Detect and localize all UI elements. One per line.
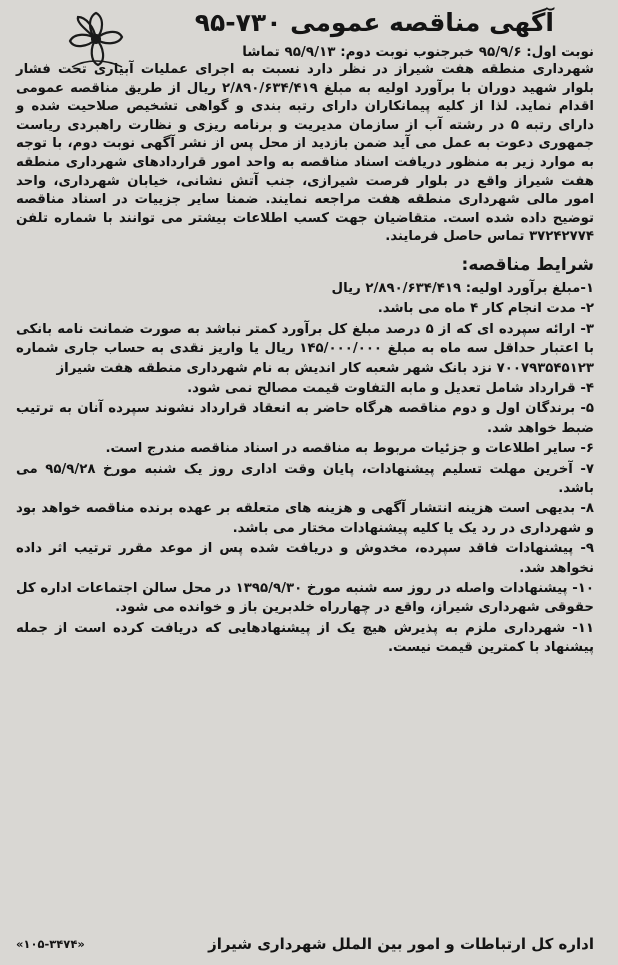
- condition-item: ۳- ارائه سپرده ای که از ۵ درصد مبلغ کل برآورد کمتر نباشد به صورت ضمانت نامه بانکی با اعتبار حداقل سه ماه به مبلغ ۱۴۵/۰۰۰/۰۰۰ ریال یا واریز نقدی به حساب جاری شماره ۷۰۰۷۹۳۵۴۵۱۲۳ نزد بانک شهر شعبه کار اندیش به نام شهرداری منطقه هفت شیراز: [16, 321, 594, 376]
- tender-notice: [6, 5, 610, 957]
- condition-item: ۴- قرارداد شامل تعدیل و مابه التفاوت قیمت مصالح نمی شود.: [187, 380, 594, 396]
- notice-title: آگهی مناقصه عمومی ۷۳۰-۹۵: [194, 8, 554, 37]
- flower-logo-icon: [66, 9, 126, 71]
- condition-item: ۱-مبلغ برآورد اولیه: ۲/۸۹۰/۶۳۴/۴۱۹ ریال: [331, 280, 594, 296]
- condition-item: ۹- پیشنهادات فاقد سپرده، مخدوش و دریافت شده پس از موعد مقرر ترتیب اثر داده نخواهد شد.: [16, 541, 594, 576]
- notice-body: شهرداری منطقه هفت شیراز در نظر دارد نسبت به اجرای عملیات آبیاری تحت فشار بلوار شهید دوران با برآورد اولیه به مبلغ ۲/۸۹۰/۶۳۴/۴۱۹ ریال از طریق مناقصه عمومی اقدام نماید. لذا از کلیه پیمانکاران دارای رتبه بندی و گواهی تشخیص صلاحیت شده و دارای رتبه ۵ در رشته آب از سازمان مدیریت و برنامه ریزی و نظارت راهبردی ریاست جمهوری دعوت به عمل می آید ضمن بازدید از محل پس از نشر آگهی نوبت دوم، با توجه به موارد زیر به منظور دریافت اسناد مناقصه به واحد امور قراردادهای شهرداری منطقه هفت شیراز واقع در بلوار فرصت شیرازی، جنب آتش نشانی، خیابان شهرداری، واحد امور مالی شهرداری منطقه هفت مراجعه نمایند. ضمنا سایر جزییات در اسناد مناقصه توضیح داده شده است. متقاضیان جهت کسب اطلاعات بیشتر می توانند با شماره تلفن ۳۷۲۴۲۷۷۴ تماس حاصل فرمایند.: [16, 62, 594, 245]
- condition-item: ۷- آخرین مهلت تسلیم پیشنهادات، پایان وقت اداری روز یک شنبه مورخ ۹۵/۹/۲۸ می باشد.: [16, 461, 594, 496]
- condition-item: ۱۰- پیشنهادات واصله در روز سه شنبه مورخ ۱۳۹۵/۹/۳۰ در محل سالن اجتماعات اداره کل حقوقی شهرداری شیراز، واقع در چهارراه خلدبرین باز و خوانده می شود.: [16, 581, 594, 616]
- condition-item: ۲- مدت انجام کار ۴ ماه می باشد.: [377, 301, 594, 317]
- condition-item: ۱۱- شهرداری ملزم به پذیرش هیچ یک از پیشنهادهایی که دریافت کرده است از جمله پیشنهاد با کمترین قیمت نیست.: [16, 620, 594, 656]
- conditions-heading: شرایط مناقصه:: [461, 254, 594, 275]
- municipality-logo: [66, 9, 126, 71]
- condition-item: ۵- برندگان اول و دوم مناقصه هرگاه حاضر به انعقاد قرارداد نشوند سپرده آنان به ترتیب ضبط خواهد شد.: [16, 401, 594, 436]
- issuer-signature: اداره کل ارتباطات و امور بین الملل شهرداری شیراز: [208, 935, 594, 953]
- condition-item: ۶- سایر اطلاعات و جزئیات مربوط به مناقصه در اسناد مناقصه مندرج است.: [105, 441, 594, 457]
- publication-dates: نوبت اول: ۹۵/۹/۶ خبرجنوب نوبت دوم: ۹۵/۹/۱۳ تماشا: [242, 44, 594, 60]
- reference-number: «۱۰۵-۳۴۷۴»: [16, 937, 85, 951]
- notice-footer: [6, 931, 610, 957]
- condition-item: ۸- بدیهی است هزینه انتشار آگهی و هزینه های متعلقه بر عهده برنده مناقصه خواهد بود و شهرداری در رد یک یا کلیه پیشنهادات مختار می باشد.: [16, 501, 594, 536]
